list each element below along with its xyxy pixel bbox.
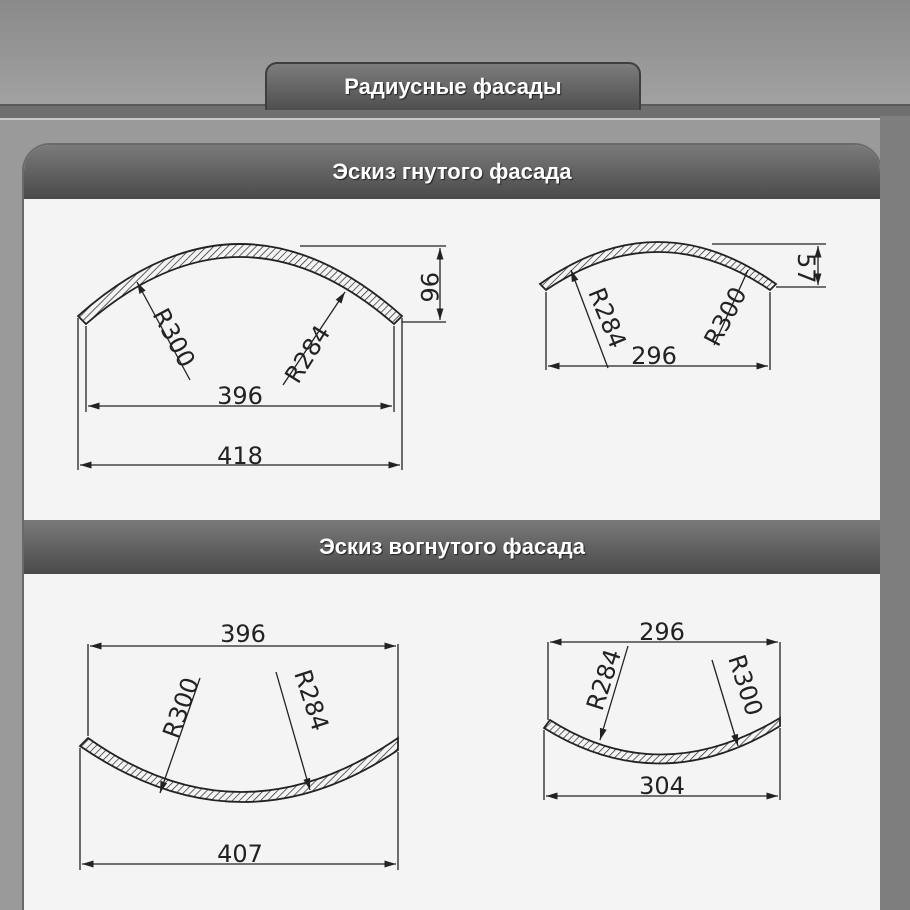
height-label: 96 — [415, 272, 443, 303]
width-top-label: 396 — [220, 620, 266, 648]
convex-facade-large-drawing — [78, 244, 446, 470]
concave-arc-small — [544, 718, 780, 764]
inner-width-label: 396 — [217, 382, 263, 410]
width-label: 296 — [631, 342, 677, 370]
radius-inner-label: R284 — [279, 320, 337, 389]
convex-section-title: Эскиз гнутого фасада — [332, 159, 572, 184]
radius-outer-label: R300 — [698, 282, 753, 351]
width-top-label: 296 — [639, 618, 685, 646]
radius-outer-label: R300 — [157, 673, 206, 743]
concave-facade-large-drawing — [80, 644, 398, 870]
radius-inner-label: R284 — [582, 283, 632, 353]
radius-outer-label: R300 — [146, 303, 201, 372]
convex-facade-small-drawing — [540, 242, 826, 370]
page-title: Радиусные фасады — [344, 74, 562, 99]
radius-inner-label: R284 — [581, 645, 628, 714]
outer-width-label: 418 — [217, 442, 263, 470]
height-label: 57 — [792, 253, 820, 284]
concave-section-title: Эскиз вогнутого фасада — [319, 534, 585, 559]
radius-outer-label: R300 — [722, 651, 769, 720]
width-bottom-label: 304 — [639, 772, 685, 800]
radius-inner-label: R284 — [288, 666, 335, 735]
convex-arc-large — [78, 244, 402, 324]
concave-arc-large — [80, 738, 398, 802]
width-bottom-label: 407 — [217, 840, 263, 868]
